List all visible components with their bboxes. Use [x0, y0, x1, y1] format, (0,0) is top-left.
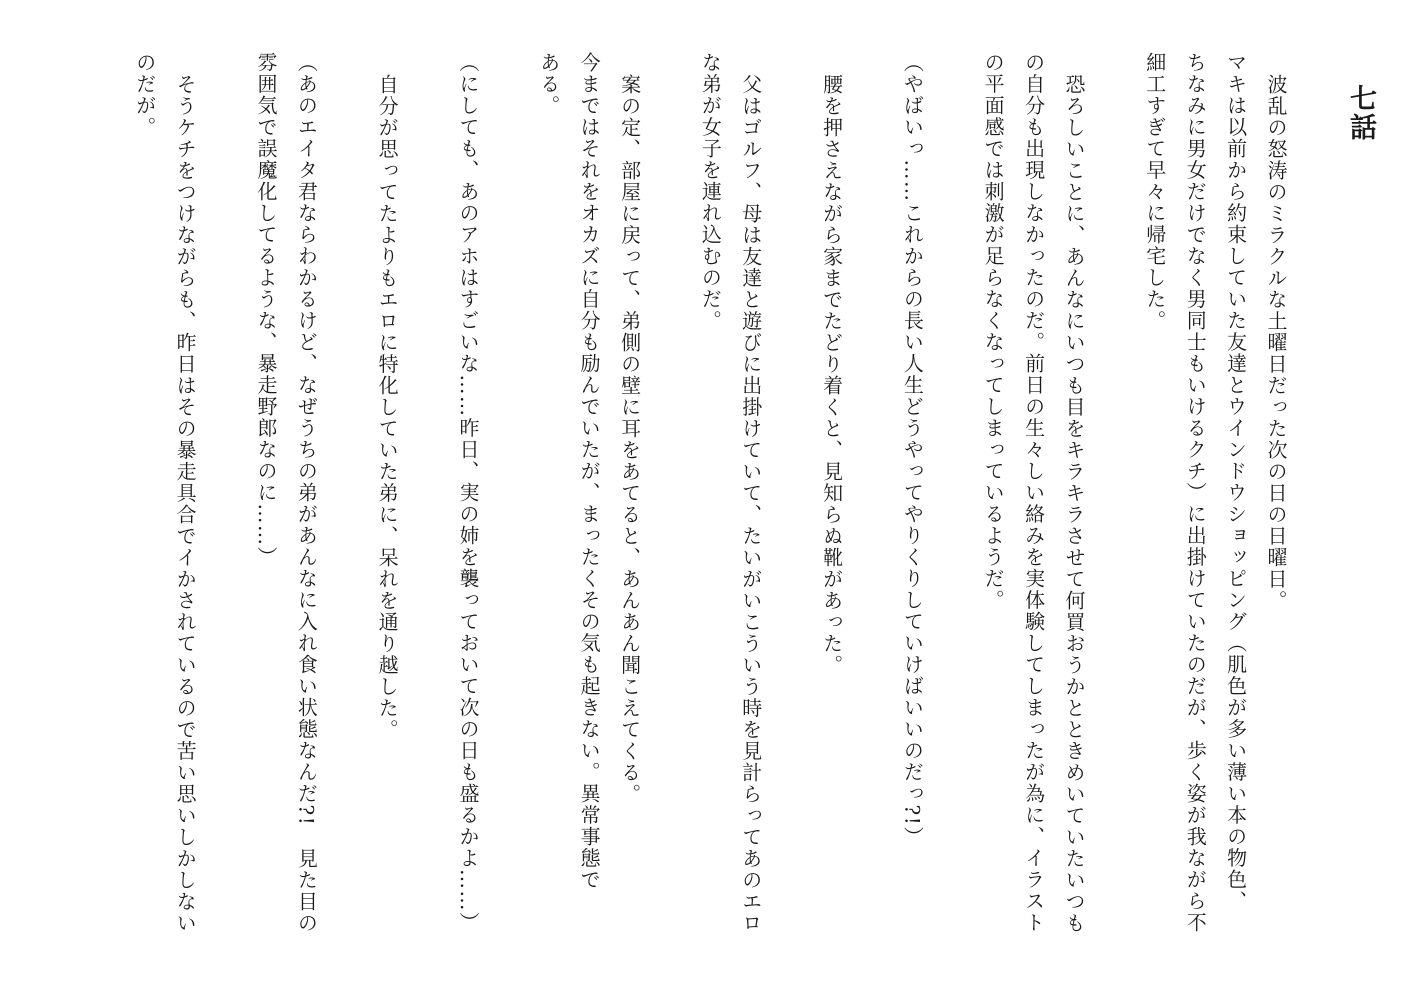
text-line: 腰を押さえながら家までたどり着くと、見知らぬ靴があった。: [819, 74, 844, 676]
text-line: 今まではそれをオカズに自分も励んでいたが、まったくその気も起きない。異常事態で: [577, 52, 602, 891]
text-line: 雰囲気で誤魔化してるような、暴走野郎なのに……）: [253, 52, 278, 568]
vertical-text-body: [124, 52, 1296, 972]
text-line: 細工すぎて早々に帰宅した。: [1142, 52, 1167, 332]
text-line: 恐ろしいことに、あんなにいつも目をキラキラさせて何買おうかとときめいていたいつも: [1061, 74, 1086, 934]
paragraph-gap: [650, 52, 690, 53]
text-line: （やばいっ……これからの長い人生どうやってやりくりしていけばいいのだっ?!）: [900, 52, 925, 848]
paragraph-gap: [205, 52, 245, 53]
paragraph-gap: [407, 52, 447, 53]
text-line: 案の定、部屋に戻って、弟側の壁に耳をあてると、あんあん聞こえてくる。: [617, 74, 642, 805]
paragraph-gap: [488, 52, 528, 53]
paragraph-gap: [1094, 52, 1134, 53]
chapter-title: 七話: [1345, 84, 1376, 142]
text-line: ちなみに男女だけでなく男同士もいけるクチ）に出掛けていたのだが、歩く姿が我ながら不: [1183, 52, 1208, 934]
text-line: の自分も出現しなかったのだ。前日の生々しい絡みを実体験してしまったが為に、イラスト: [1021, 52, 1046, 934]
text-line: ある。: [536, 52, 561, 117]
text-line: （にしても、あのアホはすごいな……昨日、実の姉を襲っておいて次の日も盛るかよ……）: [455, 52, 480, 934]
text-line: の平面感では刺激が足らなくなってしまっているようだ。: [981, 52, 1006, 611]
text-line: 波乱の怒涛のミラクルな土曜日だった次の日の日曜日。: [1264, 74, 1288, 612]
text-line: 父はゴルフ、母は友達と遊びに出掛けていて、たいがいこういう時を見計らってあのエロ: [738, 74, 763, 934]
paragraph-gap: [852, 52, 892, 53]
paragraph-gap: [326, 52, 366, 53]
paragraph-gap: [771, 52, 811, 53]
text-line: マキは以前から約束していた友達とウインドウショッピング（肌色が多い薄い本の物色、: [1223, 52, 1248, 912]
text-line: そうケチをつけながらも、昨日はその暴走具合でイかされているので苦い思いしかしない: [173, 74, 198, 934]
text-line: な弟が女子を連れ込むのだ。: [698, 52, 723, 332]
text-line: のだが。: [132, 52, 157, 138]
text-line: 自分が思ってたよりもエロに特化していた弟に、呆れを通り越した。: [375, 74, 400, 741]
text-line: （あのエイタ君ならわかるけど、なぜうちの弟があんなに入れ食い状態なんだ?! 見た目の: [294, 52, 319, 934]
paragraph-gap: [932, 52, 972, 53]
